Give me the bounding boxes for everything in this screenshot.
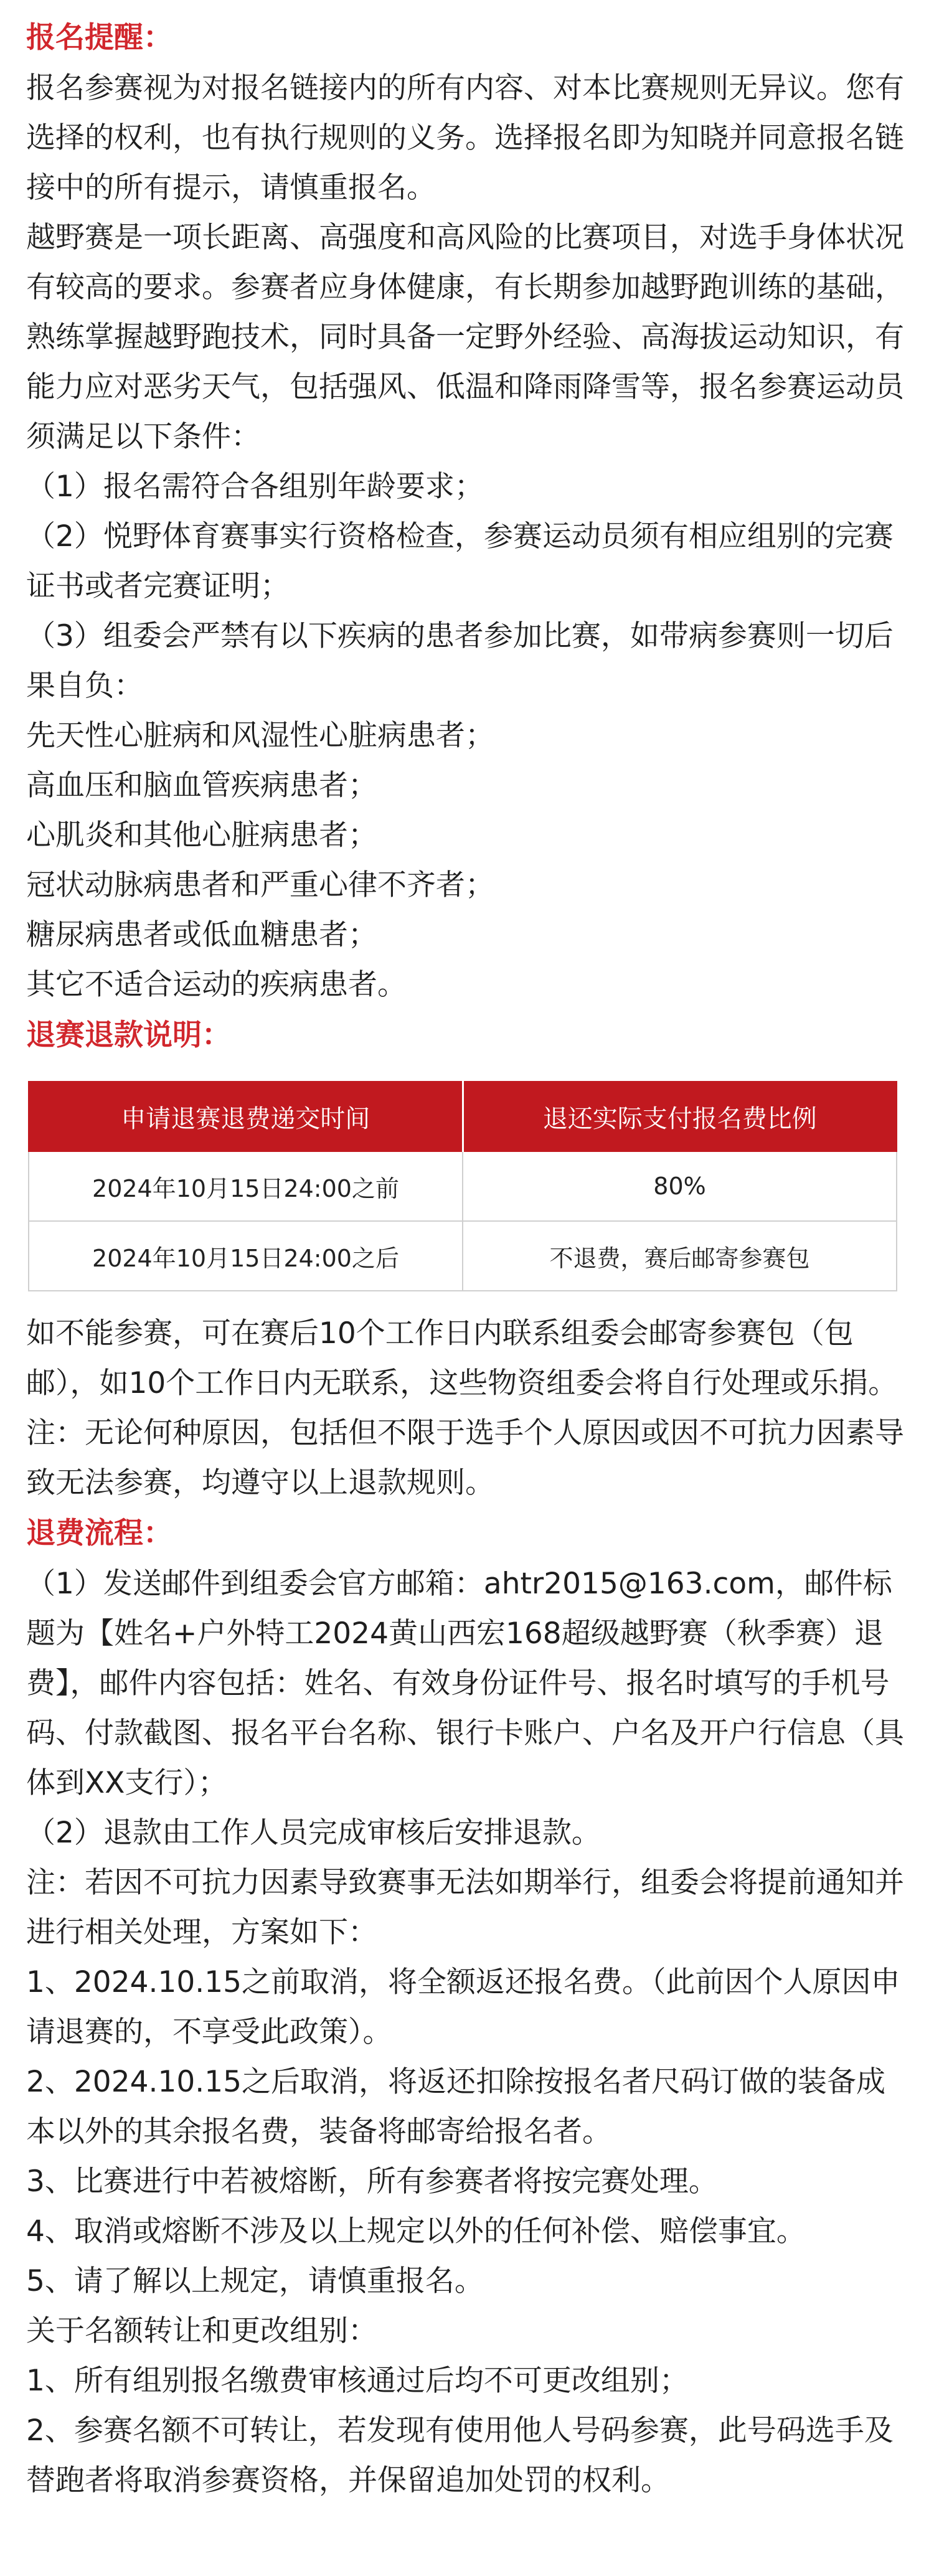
disease-item: 高血压和脑血管疾病患者；	[26, 768, 377, 803]
table-cell: 2024年10月15日24:00之后	[29, 1221, 463, 1291]
refund-heading: 退赛退款说明：	[26, 1018, 231, 1052]
transfer-title: 关于名额转让和更改组别：	[26, 2314, 377, 2348]
table-row	[29, 1151, 897, 1221]
process-note: 注：若因不可抗力因素导致赛事无法如期举行，组委会将提前通知并进行相关处理，方案如下：	[26, 1866, 904, 1950]
refund-table-header-time: 申请退赛退费递交时间	[29, 1082, 463, 1151]
refund-table	[28, 1081, 897, 1291]
table-cell: 80%	[463, 1151, 897, 1221]
process-heading: 退费流程：	[26, 1516, 172, 1550]
process-item: 1、2024.10.15之前取消，将全额返还报名费。（此前因个人原因申请退赛的，不享受此政策）。	[26, 1965, 900, 2049]
registration-condition: （2）悦野体育赛事实行资格检查，参赛运动员须有相应组别的完赛证书或者完赛证明；	[26, 519, 894, 603]
process-item: 3、比赛进行中若被熔断，所有参赛者将按完赛处理。	[26, 2164, 718, 2199]
disease-item: 糖尿病患者或低血糖患者；	[26, 918, 377, 952]
process-step: （2）退款由工作人员完成审核后安排退款。	[26, 1816, 601, 1850]
process-step: （1）发送邮件到组委会官方邮箱：ahtr2015@163.com，邮件标题为【姓名+户外特工2024黄山西宏168超级越野赛（秋季赛）退费】，邮件内容包括：姓名、有效身份证件号、报名时填写的手机号码、付款截图、报名平台名称、银行卡账户、户名及开户行信息（具体到XX支行）；	[26, 1567, 904, 1800]
refund-table-header-row	[29, 1082, 897, 1151]
transfer-item: 2、参赛名额不可转让，若发现有使用他人号码参赛，此号码选手及替跑者将取消参赛资格，并保留追加处罚的权利。	[26, 2413, 894, 2498]
registration-paragraph: 越野赛是一项长距离、高强度和高风险的比赛项目，对选手身体状况有较高的要求。参赛者应身体健康，有长期参加越野跑训练的基础，熟练掌握越野跑技术，同时具备一定野外经验、高海拔运动知识，有能力应对恶劣天气，包括强风、低温和降雨降雪等，报名参赛运动员须满足以下条件：	[26, 220, 904, 454]
table-row	[29, 1221, 897, 1291]
process-item: 2、2024.10.15之后取消，将返还扣除按报名者尺码订做的装备成本以外的其余报名费，装备将邮寄给报名者。	[26, 2065, 886, 2149]
registration-heading: 报名提醒：	[26, 21, 172, 55]
process-item: 4、取消或熔断不涉及以上规定以外的任何补偿、赔偿事宜。	[26, 2214, 806, 2248]
refund-paragraph: 如不能参赛，可在赛后10个工作日内联系组委会邮寄参赛包（包邮），如10个工作日内无联系，这些物资组委会将自行处理或乐捐。	[26, 1316, 898, 1400]
registration-condition: （3）组委会严禁有以下疾病的患者参加比赛，如带病参赛则一切后果自负：	[26, 619, 894, 703]
disease-item: 其它不适合运动的疾病患者。	[26, 968, 407, 1002]
disease-item: 先天性心脏病和风湿性心脏病患者；	[26, 719, 494, 753]
transfer-item: 1、所有组别报名缴费审核通过后均不可更改组别；	[26, 2364, 689, 2398]
registration-paragraph: 报名参赛视为对报名链接内的所有内容、对本比赛规则无异议。您有选择的权利，也有执行规则的义务。选择报名即为知晓并同意报名链接中的所有提示，请慎重报名。	[26, 71, 904, 205]
process-item: 5、请了解以上规定，请慎重报名。	[26, 2264, 484, 2298]
refund-note: 注：无论何种原因，包括但不限于选手个人原因或因不可抗力因素导致无法参赛，均遵守以上退款规则。	[26, 1416, 904, 1500]
table-cell: 2024年10月15日24:00之前	[29, 1151, 463, 1221]
disease-item: 冠状动脉病患者和严重心律不齐者；	[26, 868, 494, 902]
refund-table-header-ratio: 退还实际支付报名费比例	[463, 1082, 897, 1151]
registration-condition: （1）报名需符合各组别年龄要求；	[26, 469, 484, 504]
disease-item: 心肌炎和其他心脏病患者；	[26, 818, 377, 852]
table-cell: 不退费，赛后邮寄参赛包	[463, 1221, 897, 1291]
